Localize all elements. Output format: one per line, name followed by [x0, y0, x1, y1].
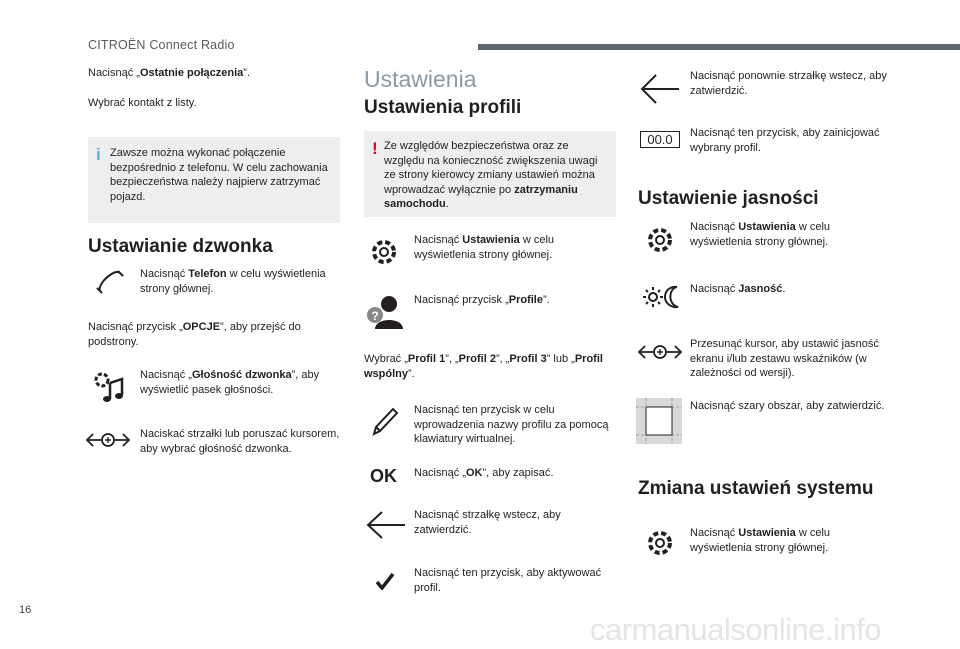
brightness-step-4: Nacisnąć szary obszar, aby zatwierdzić.	[690, 400, 885, 412]
page-number: 16	[19, 604, 32, 616]
warning-icon: !	[372, 139, 378, 158]
watermark: carmanualsonline.info	[590, 612, 882, 647]
paragraph-options: Nacisnąć przycisk „OPCJE”, aby przejść do podstrony.	[88, 321, 301, 348]
profiles-step-3: Nacisnąć ten przycisk w celu wprowadzenia nazwy profilu za pomocą klawiatury wirtualnej.	[414, 404, 609, 445]
check-icon	[372, 568, 398, 594]
slider-icon	[84, 427, 132, 453]
ringtone-step-2: Nacisnąć „Głośność dzwonka”, aby wyświetlić pasek głośności.	[140, 369, 320, 396]
brightness-step-2: Nacisnąć Jasność.	[690, 283, 786, 295]
ok-label-icon: OK	[370, 466, 397, 486]
paragraph-choose-profile: Wybrać „Profil 1”, „Profil 2”, „Profil 3” lub „Profil wspólny”.	[364, 353, 603, 380]
reset-counter-icon: 00.0	[640, 131, 680, 148]
ringtone-step-1: Nacisnąć Telefon w celu wyświetlenia strony głównej.	[140, 268, 326, 295]
profile-icon	[364, 292, 406, 332]
brightness-step-1: Nacisnąć Ustawienia w celu wyświetlenia strony głównej.	[690, 221, 831, 248]
info-note	[88, 137, 340, 223]
profiles-step-5: Nacisnąć strzałkę wstecz, aby zatwierdzić.	[414, 509, 561, 536]
grey-area-icon	[636, 398, 682, 444]
section-title-settings: Ustawienia	[364, 66, 477, 92]
profiles-step-6: Nacisnąć ten przycisk, aby aktywować profil.	[414, 567, 602, 594]
pencil-icon	[366, 403, 402, 439]
heading-ringtone: Ustawianie dzwonka	[88, 236, 273, 257]
brightness-icon	[640, 282, 684, 312]
heading-brightness: Ustawienie jasności	[638, 188, 819, 209]
phone-icon	[90, 267, 130, 297]
warning-note	[364, 131, 616, 217]
system-step-1: Nacisnąć Ustawienia w celu wyświetlenia strony głównej.	[690, 527, 831, 554]
paragraph-recent-calls: Nacisnąć „Ostatnie połączenia”.	[88, 67, 251, 79]
gear-icon	[642, 222, 678, 258]
music-settings-icon	[88, 367, 128, 407]
brightness-step-3: Przesunąć kursor, aby ustawić jasność ekranu i/lub zestawu wskaźników (w zależności od wersji).	[690, 338, 879, 379]
header-title: CITROËN Connect Radio	[88, 38, 235, 52]
back-arrow-icon	[638, 71, 682, 107]
info-note-text: Zawsze można wykonać połączenie bezpośrednio z telefonu. W celu zachowania bezpieczeństwa należy najpierw zatrzymać pojazd.	[110, 147, 328, 203]
paragraph-choose-contact: Wybrać kontakt z listy.	[88, 97, 197, 109]
gear-icon	[366, 234, 402, 270]
gear-icon	[642, 525, 678, 561]
info-icon: i	[96, 145, 101, 164]
back-arrow-icon	[364, 508, 408, 542]
profiles-step-7: Nacisnąć ponownie strzałkę wstecz, aby zatwierdzić.	[690, 70, 887, 97]
heading-profiles: Ustawienia profili	[364, 97, 522, 118]
profiles-step-8: Nacisnąć ten przycisk, aby zainicjować wybrany profil.	[690, 127, 880, 154]
profiles-step-4: Nacisnąć „OK”, aby zapisać.	[414, 467, 554, 479]
svg-text:?: ?	[371, 309, 379, 323]
profiles-step-2: Nacisnąć przycisk „Profile”.	[414, 294, 550, 306]
profiles-step-1: Nacisnąć Ustawienia w celu wyświetlenia strony głównej.	[414, 234, 555, 261]
warning-note-text: Ze względów bezpieczeństwa oraz ze względu na konieczność zwiększenia uwagi ze strony kierowcy zmiany ustawień można wprowadzać wyłącznie po zatrzymaniu samochodu.	[384, 140, 598, 210]
slider-icon	[636, 339, 684, 365]
ringtone-step-3: Naciskać strzałki lub poruszać kursorem, aby wybrać głośność dzwonka.	[140, 428, 340, 455]
heading-system: Zmiana ustawień systemu	[638, 478, 874, 499]
header-bar	[478, 44, 960, 50]
